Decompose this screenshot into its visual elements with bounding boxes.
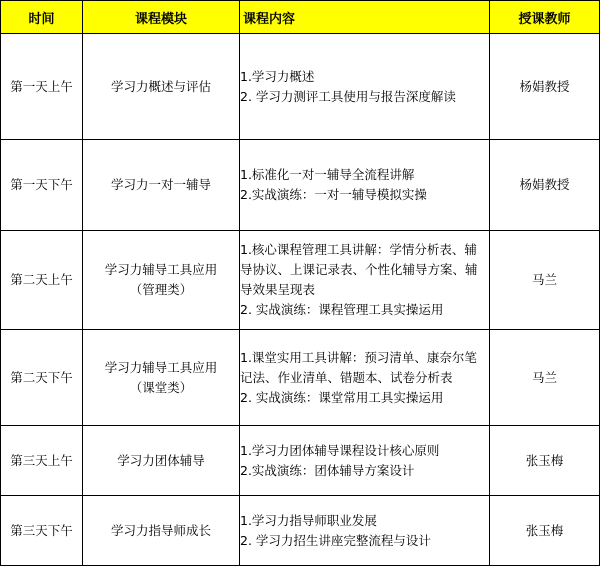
- content-line: 2. 实战演练：课堂常用工具实操运用: [240, 389, 444, 405]
- module-line: （管理类）: [129, 282, 193, 297]
- table-row: [1, 34, 600, 140]
- table-row: [1, 231, 600, 330]
- module-line: （课堂类）: [129, 379, 193, 395]
- cell-content: [240, 231, 490, 330]
- content-line: 1.核心课程管理工具讲解：学情分析表、辅导协议、上课记录表、个性化辅导方案、辅导效果呈现表: [240, 242, 478, 297]
- content-line: 1.学习力团体辅导课程设计核心原则: [240, 442, 440, 458]
- table-row: [1, 140, 600, 231]
- cell-time: 第二天下午: [1, 330, 83, 426]
- cell-content: [240, 34, 490, 140]
- header-teacher: 授课教师: [490, 1, 600, 34]
- content-line: 1.学习力概述: [240, 68, 315, 84]
- header-time: 时间: [1, 1, 83, 34]
- header-row: [1, 1, 600, 34]
- cell-time: 第三天上午: [1, 426, 83, 496]
- table-row: [1, 496, 600, 566]
- cell-time: 第二天上午: [1, 231, 83, 330]
- cell-content: [240, 330, 490, 426]
- cell-module: [83, 140, 240, 231]
- content-line: 2.实战演练：团体辅导方案设计: [240, 462, 415, 478]
- cell-teacher: 张玉梅: [490, 496, 600, 566]
- cell-module: [83, 231, 240, 330]
- content-line: 2. 实战演练：课程管理工具实操运用: [240, 302, 444, 317]
- header-module: 课程模块: [83, 1, 240, 34]
- content-line: 2. 学习力招生讲座完整流程与设计: [240, 532, 431, 548]
- cell-teacher: 马兰: [490, 330, 600, 426]
- cell-time: 第三天下午: [1, 496, 83, 566]
- cell-teacher: 杨娟教授: [490, 140, 600, 231]
- content-line: 1.标准化一对一辅导全流程讲解: [240, 167, 415, 182]
- cell-module: [83, 330, 240, 426]
- cell-time: 第一天上午: [1, 34, 83, 140]
- cell-time: 第一天下午: [1, 140, 83, 231]
- cell-module: [83, 496, 240, 566]
- cell-teacher: 杨娟教授: [490, 34, 600, 140]
- table-row: [1, 426, 600, 496]
- module-line: 学习力一对一辅导: [110, 177, 211, 192]
- module-line: 学习力团体辅导: [117, 452, 205, 468]
- table-row: [1, 330, 600, 426]
- cell-content: [240, 140, 490, 231]
- content-line: 2. 学习力测评工具使用与报告深度解读: [240, 88, 456, 104]
- cell-module: [83, 426, 240, 496]
- module-line: 学习力指导师成长: [110, 522, 211, 538]
- cell-content: [240, 426, 490, 496]
- content-line: 2.实战演练：一对一辅导模拟实操: [240, 187, 427, 202]
- header-content: 课程内容: [240, 1, 490, 34]
- cell-module: [83, 34, 240, 140]
- content-line: 1.课堂实用工具讲解：预习清单、康奈尔笔记法、作业清单、错题本、试卷分析表: [240, 349, 477, 385]
- module-line: 学习力辅导工具应用: [104, 359, 218, 375]
- cell-teacher: 张玉梅: [490, 426, 600, 496]
- module-line: 学习力概述与评估: [110, 78, 211, 94]
- content-line: 1.学习力指导师职业发展: [240, 512, 377, 528]
- cell-teacher: 马兰: [490, 231, 600, 330]
- module-line: 学习力辅导工具应用: [104, 262, 218, 277]
- cell-content: [240, 496, 490, 566]
